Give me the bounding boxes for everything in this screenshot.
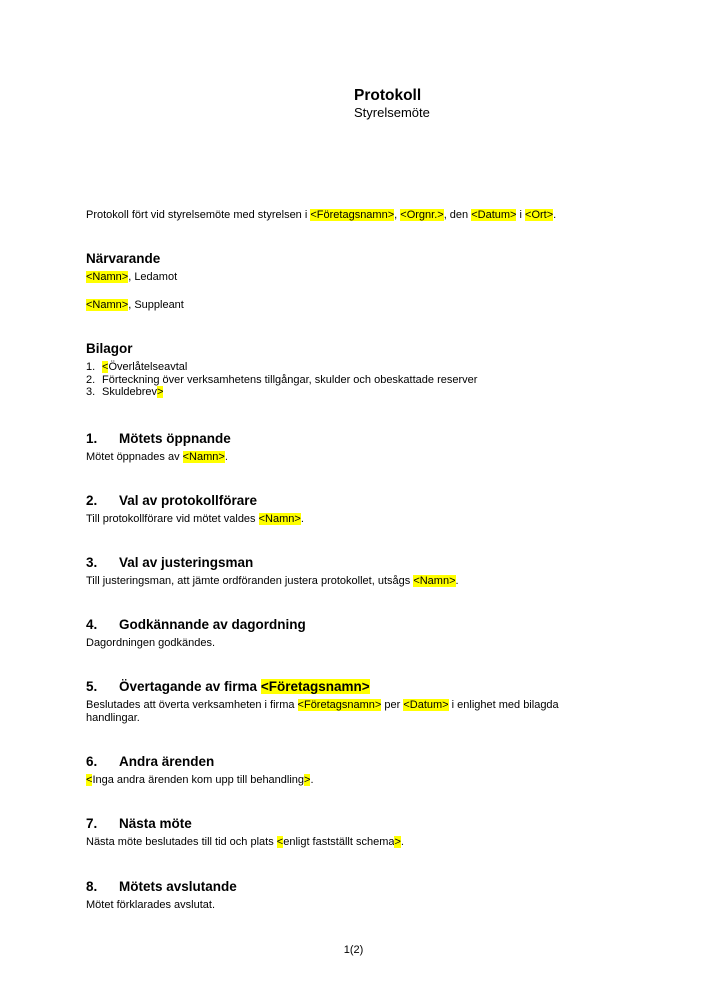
section-text: enligt fastställt schema [283,836,395,848]
company-placeholder: <Företagsnamn> [310,209,395,221]
company-placeholder: <Företagsnamn> [297,699,382,711]
placeholder-mark: > [304,774,311,786]
placeholder-mark: > [157,386,164,398]
attachments-heading: Bilagor [86,341,133,356]
section-body [86,575,459,588]
intro-separator: , [394,209,401,221]
attendee-row [86,271,177,284]
section-body [86,513,304,526]
section-number: 1. [86,431,98,446]
attendee-row [86,299,184,312]
list-item [86,361,477,374]
company-placeholder: <Företagsnamn> [260,679,370,694]
list-item-number: 2. [86,373,96,386]
section-title: Val av protokollförare [119,493,258,508]
document-title: Protokoll [354,87,422,104]
section-title: Mötets öppnande [119,431,231,446]
section-number: 3. [86,555,98,570]
section-number: 5. [86,679,98,694]
attendee-role: , Ledamot [128,271,178,283]
section-body [86,836,404,849]
section-text-end: . [400,836,404,848]
section-title: Andra ärenden [119,754,215,769]
name-placeholder: <Namn> [182,451,225,463]
orgnr-placeholder: <Orgnr.> [400,209,444,221]
section-title: Mötets avslutande [119,879,237,894]
section-text: Nästa möte beslutades till tid och plats [86,836,277,848]
section-title: Övertagande av firma [119,679,261,694]
section-number: 8. [86,879,98,894]
page-number: 1(2) [343,944,364,956]
placeholder-mark: < [276,836,284,848]
section-text-end: . [300,513,304,525]
intro-prefix: Protokoll fört vid styrelsemöte med styrelsen i [86,209,311,221]
section-text-end: i enlighet med bilagda handlingar. [86,699,559,724]
section-heading [86,754,214,770]
section-heading [86,493,257,509]
intro-end: . [553,209,557,221]
attendee-name: <Namn> [86,299,129,311]
section-text-end: . [455,575,459,587]
section-body [86,637,215,650]
placeholder-mark: < [86,774,93,786]
section-title: Val av justeringsman [119,555,254,570]
section-body [86,899,215,912]
section-heading [86,679,370,695]
section-body [86,699,606,725]
intro-paragraph [86,209,556,222]
list-item [86,374,477,387]
section-text: Beslutades att överta verksamheten i firma [86,699,298,711]
section-text: Inga andra ärenden kom upp till behandling [92,774,305,786]
section-heading [86,555,253,571]
list-item-number: 3. [86,386,96,398]
list-item [86,386,477,399]
place-placeholder: <Ort> [525,209,554,221]
section-text: Dagordningen godkändes. [86,637,216,649]
section-text-end: . [224,451,228,463]
section-number: 6. [86,754,98,769]
intro-separator: , den [443,209,472,221]
attendee-role: , Suppleant [128,299,184,311]
section-body [86,774,314,787]
attendees-heading: Närvarande [86,251,161,266]
list-item-number: 1. [86,361,96,373]
section-heading [86,816,192,832]
section-text: Till protokollförare vid mötet valdes [86,513,259,525]
section-title: Nästa möte [119,816,192,831]
attachments-list [86,361,477,399]
list-item-text: Förteckning över verksamhetens tillgångar, skulder och obeskattade reserver [102,373,478,386]
document-subtitle: Styrelsemöte [354,105,430,120]
section-title: Godkännande av dagordning [119,617,306,632]
attendee-name: <Namn> [86,271,129,283]
section-number: 7. [86,816,98,831]
section-text: Mötet öppnades av [86,451,183,463]
section-number: 4. [86,617,98,632]
section-text: Mötet förklarades avslutat. [86,899,216,911]
placeholder-mark: > [394,836,401,848]
list-item-text: Skuldebrev [102,386,158,398]
section-heading [86,879,237,895]
section-text: Till justeringsman, att jämte ordföranden justera protokollet, utsågs [86,575,414,587]
name-placeholder: <Namn> [258,513,301,525]
name-placeholder: <Namn> [413,575,456,587]
section-heading [86,617,306,633]
title-block [354,87,430,121]
section-number: 2. [86,493,98,508]
section-body [86,451,228,464]
section-heading [86,431,231,447]
intro-separator: i [516,209,526,221]
section-text: per [381,699,404,711]
list-item-text: Överlåtelseavtal [108,361,188,373]
date-placeholder: <Datum> [403,699,449,711]
placeholder-mark: < [102,361,109,373]
section-text-end: . [310,774,314,786]
date-placeholder: <Datum> [471,209,517,221]
